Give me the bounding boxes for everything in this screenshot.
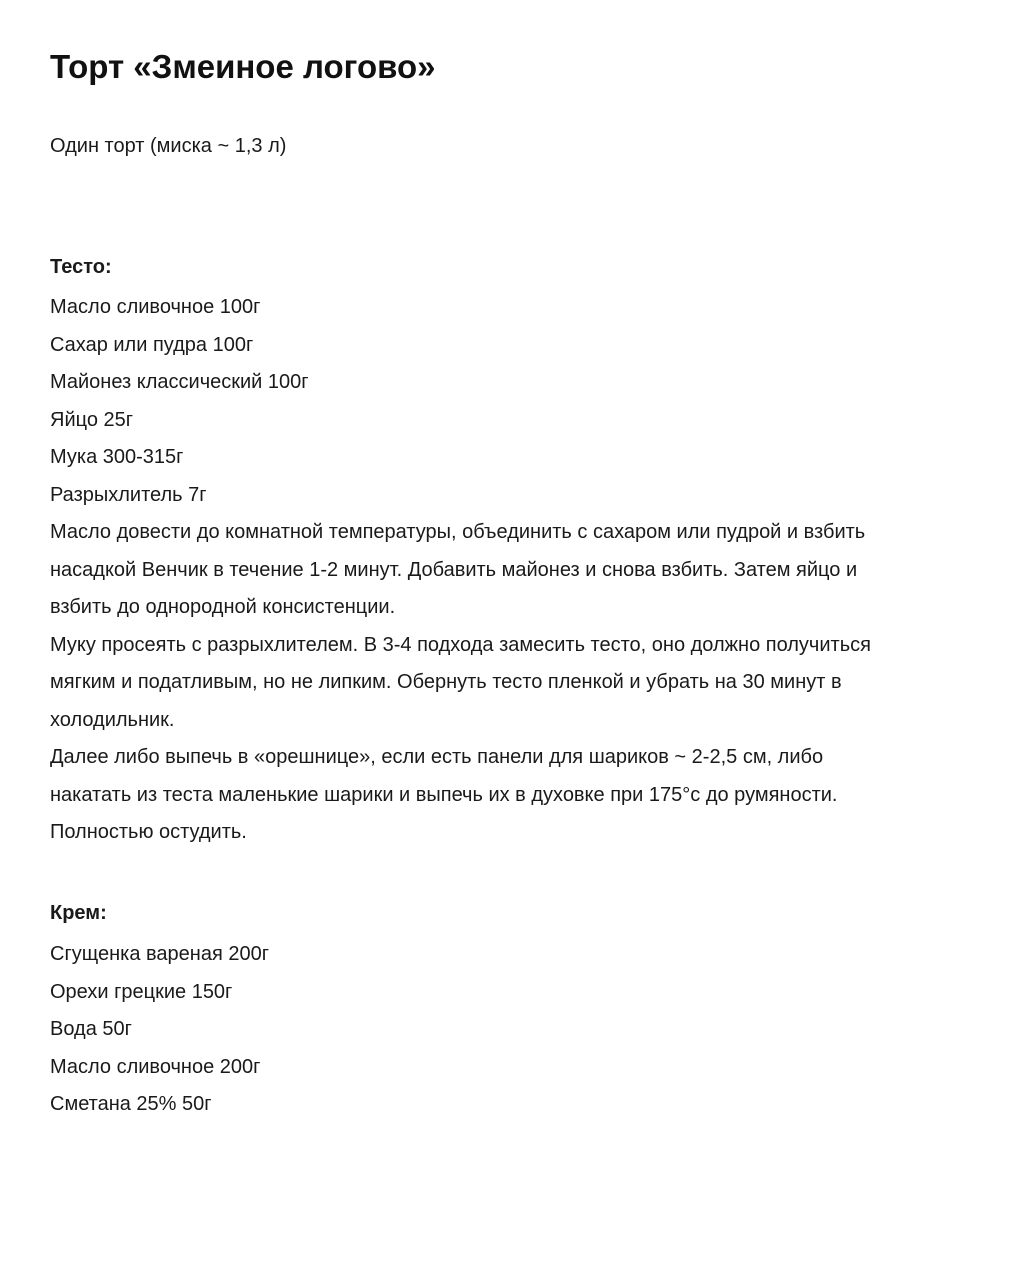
cream-heading: Крем: — [50, 902, 107, 924]
recipe-yield: Один торт (миска ~ 1,3 л) — [50, 135, 287, 157]
cream-ingredient: Сгущенка вареная 200г — [50, 943, 269, 965]
dough-instruction-1 — [50, 514, 990, 627]
instruction-line: холодильник. — [50, 708, 175, 731]
cream-ingredient: Орехи грецкие 150г — [50, 980, 233, 1003]
dough-ingredient: Масло сливочное 100г — [50, 296, 261, 318]
instruction-line: Далее либо выпечь в «орешнице», если есть панели для шариков ~ 2-2,5 см, либо — [50, 746, 824, 768]
instruction-line: Масло довести до комнатной температуры, объединить с сахаром или пудрой и взбить — [50, 521, 866, 543]
page-title: Торт «Змеиное логово» — [50, 48, 436, 85]
cream-ingredient: Сметана 25% 50г — [50, 1093, 212, 1115]
instruction-line: Полностью остудить. — [50, 821, 247, 843]
dough-instruction-2 — [50, 627, 990, 740]
instruction-line: накатать из теста маленькие шарики и выпечь их в духовке при 175°с до румяности. — [50, 783, 838, 806]
cream-section — [50, 936, 990, 1124]
dough-section — [50, 289, 990, 852]
cream-ingredient: Вода 50г — [50, 1018, 132, 1040]
dough-heading: Тесто: — [50, 256, 112, 278]
instruction-line: насадкой Венчик в течение 1-2 минут. Добавить майонез и снова взбить. Затем яйцо и — [50, 558, 858, 581]
dough-ingredient: Разрыхлитель 7г — [50, 483, 207, 506]
instruction-line: Муку просеять с разрыхлителем. В 3-4 подхода замесить тесто, оно должно получиться — [50, 633, 871, 656]
instruction-line: взбить до однородной консистенции. — [50, 596, 396, 618]
cream-ingredient: Масло сливочное 200г — [50, 1055, 261, 1078]
dough-ingredient: Мука 300-315г — [50, 446, 184, 468]
dough-ingredient: Сахар или пудра 100г — [50, 333, 254, 356]
dough-ingredient: Яйцо 25г — [50, 408, 134, 431]
dough-instruction-3 — [50, 739, 990, 852]
dough-ingredient: Майонез классический 100г — [50, 371, 309, 393]
instruction-line: мягким и податливым, но не липким. Обернуть тесто пленкой и убрать на 30 минут в — [50, 671, 842, 693]
